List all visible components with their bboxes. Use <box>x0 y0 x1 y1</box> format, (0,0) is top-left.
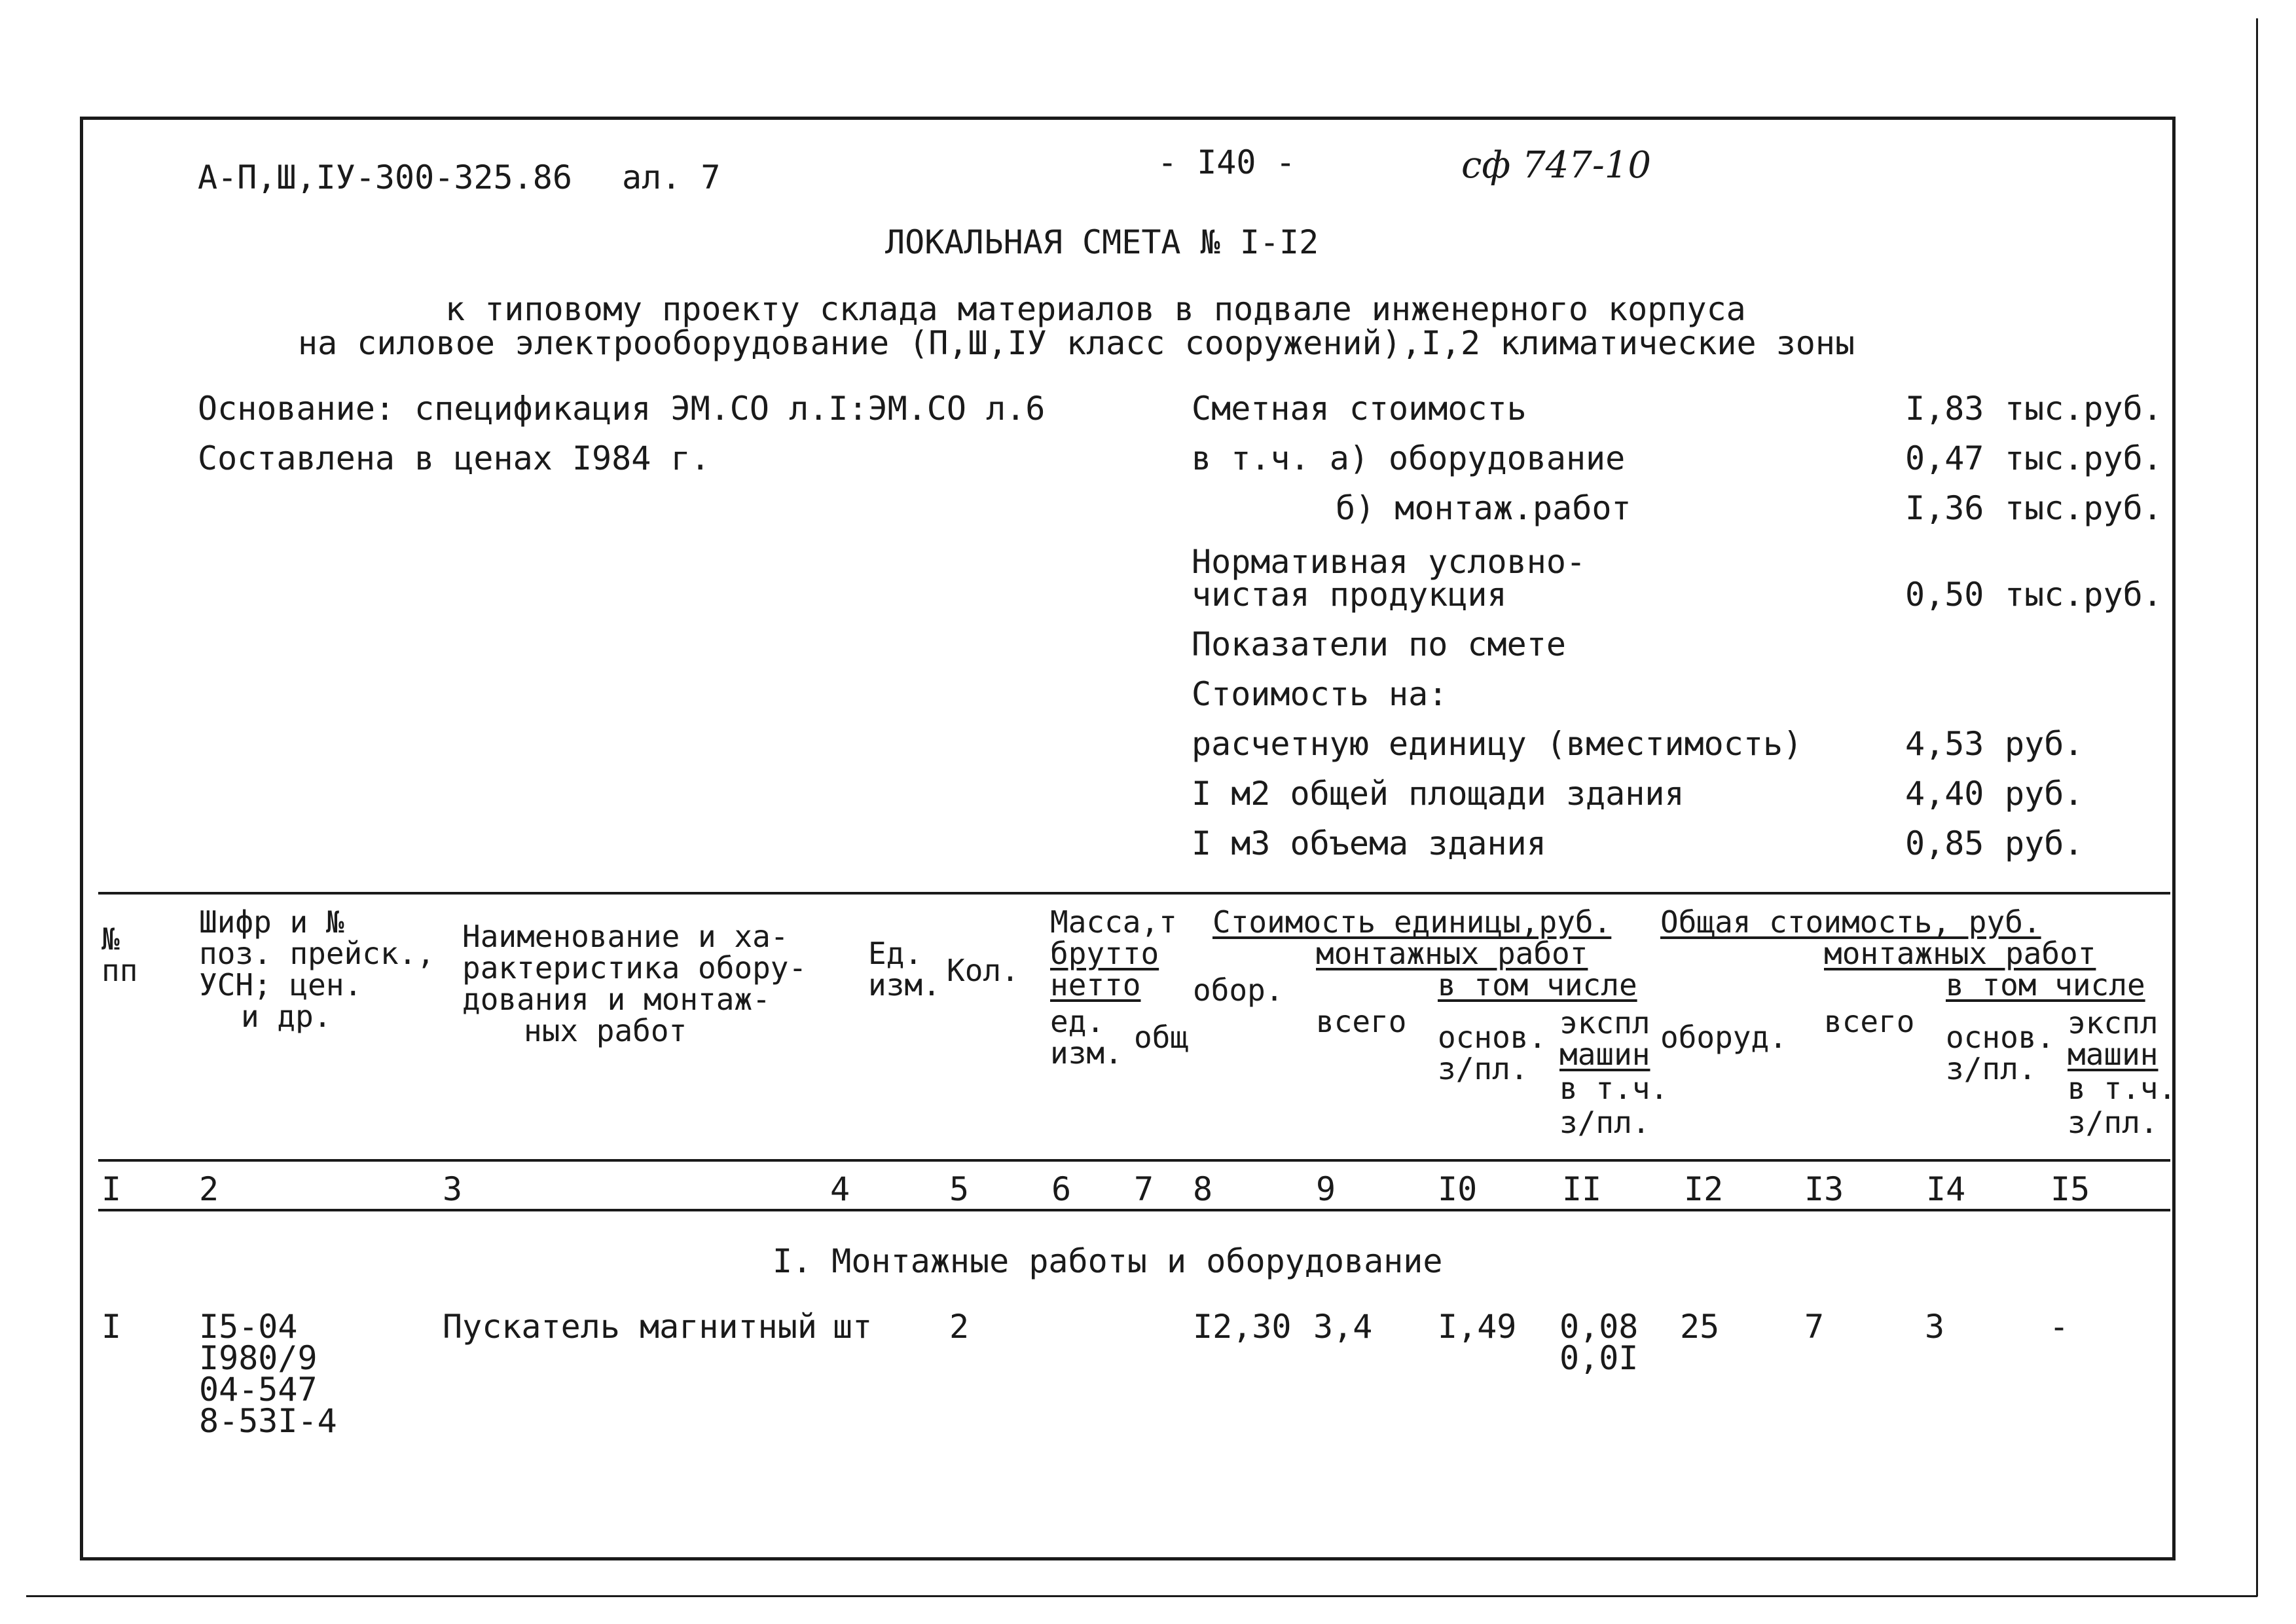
per-m3-unit: руб. <box>2005 824 2084 862</box>
per-m3-value: 0,85 <box>1905 824 1984 862</box>
installation-unit: тыс.руб. <box>2005 489 2162 527</box>
row-install-total: 3,4 <box>1313 1308 1373 1346</box>
column-number-15: I5 <box>2050 1170 2090 1208</box>
column-number-3: 3 <box>443 1170 463 1208</box>
normative-label-1: Нормативная условно- <box>1192 543 1586 581</box>
cost-for-label: Стоимость на: <box>1192 675 1448 713</box>
col2-header-line4: и др. <box>241 999 332 1034</box>
equipment-label: в т.ч. а) оборудование <box>1192 439 1626 477</box>
per-unit-unit: руб. <box>2005 725 2084 763</box>
per-m2-unit: руб. <box>2005 775 2084 813</box>
row-unit: шт <box>833 1308 873 1346</box>
handwritten-reference: сф 747-10 <box>1461 144 1652 187</box>
machines-header-line2: машин <box>1559 1037 1650 1072</box>
normative-value: 0,50 <box>1905 576 1984 614</box>
section-title: I. Монтажные работы и оборудование <box>773 1242 1443 1280</box>
row-name: Пускатель магнитный <box>443 1308 817 1346</box>
row-code-line3: 04-547 <box>199 1371 318 1409</box>
col1-header-line2: пп <box>101 953 138 988</box>
indicators-label: Показатели по смете <box>1192 625 1566 663</box>
machines-header-line3: в т.ч. <box>1559 1071 1669 1106</box>
col2-header-line1: Шифр и № <box>199 904 344 940</box>
row-machines-total: - <box>2049 1308 2069 1346</box>
in-that-header-2: в том числе <box>1946 967 2145 1003</box>
col2-header-line3: УСН; цен. <box>199 967 363 1003</box>
column-number-5: 5 <box>949 1170 970 1208</box>
page-number: - I40 - <box>1157 143 1296 181</box>
frame-right-border <box>2172 117 2176 1560</box>
row-code-line1: I5-04 <box>199 1308 298 1346</box>
column-number-14: I4 <box>1926 1170 1966 1208</box>
equipment-value: 0,47 <box>1905 439 1984 477</box>
mass-header: Масса,т <box>1050 904 1177 940</box>
frame-top-border <box>80 117 2174 120</box>
mass-unit-line2: изм. <box>1050 1035 1123 1071</box>
machines-2-header-line4: з/пл. <box>2068 1105 2159 1140</box>
column-number-2: 2 <box>199 1170 219 1208</box>
per-m2-value: 4,40 <box>1905 775 1984 813</box>
estimated-cost-value: I,83 <box>1905 390 1984 428</box>
basis-text: Основание: спецификация ЭМ.СО л.I:ЭМ.СО л.6 <box>198 390 1046 428</box>
row-equip-unit-cost: I2,30 <box>1193 1308 1292 1346</box>
row-qty: 2 <box>949 1308 970 1346</box>
machines-header-line4: з/пл. <box>1559 1105 1650 1140</box>
column-number-7: 7 <box>1134 1170 1154 1208</box>
prices-text: Составлена в ценах I984 г. <box>198 439 710 477</box>
machines-header-line1: экспл <box>1559 1005 1650 1041</box>
subtitle-line-1: к типовому проекту склада материалов в подвале инженерного корпуса <box>445 290 1746 328</box>
document-title: ЛОКАЛЬНАЯ СМЕТА № I-I2 <box>885 223 1319 261</box>
per-unit-label: расчетную единицу (вместимость) <box>1192 725 1803 763</box>
base-pay-2-header-line2: з/пл. <box>1946 1051 2037 1086</box>
sheet-right-edge <box>2256 18 2258 1596</box>
row-machines-line1: 0,08 <box>1559 1308 1639 1346</box>
in-that-header: в том числе <box>1438 967 1637 1003</box>
col5-header: Кол. <box>947 953 1019 988</box>
installation-label: б) монтаж.работ <box>1336 489 1631 527</box>
estimated-cost-unit: тыс.руб. <box>2005 390 2162 428</box>
machines-2-header-line2: машин <box>2068 1037 2159 1072</box>
machines-2-header-line1: экспл <box>2068 1005 2159 1041</box>
subtitle-line-2: на силовое электрооборудование (П,Ш,IУ класс сооружений),I,2 климатические зоны <box>298 324 1855 362</box>
row-base-pay: I,49 <box>1438 1308 1517 1346</box>
column-number-12: I2 <box>1684 1170 1724 1208</box>
install-works-header: монтажных работ <box>1316 936 1588 971</box>
row-machines-line2: 0,0I <box>1559 1339 1639 1377</box>
row-equip-total: 25 <box>1680 1308 1720 1346</box>
total-cost-header: Общая стоимость, руб. <box>1660 904 2041 940</box>
column-number-13: I3 <box>1804 1170 1844 1208</box>
column-number-9: 9 <box>1316 1170 1336 1208</box>
mass-total-header: общ <box>1134 1020 1189 1055</box>
column-number-6: 6 <box>1051 1170 1072 1208</box>
album-number: ал. 7 <box>622 158 721 196</box>
column-numbers-bottom-rule <box>98 1209 2170 1211</box>
install-works-header-2: монтажных работ <box>1824 936 2096 971</box>
col2-header-line2: поз. прейск., <box>199 936 435 971</box>
column-numbers-top-rule <box>98 1159 2170 1162</box>
frame-bottom-border <box>80 1557 2174 1560</box>
mass-unit-line1: ед. <box>1050 1004 1105 1039</box>
col3-header-line3: дования и монтаж- <box>462 982 771 1017</box>
per-unit-value: 4,53 <box>1905 725 1984 763</box>
brutto-header: брутто <box>1050 936 1159 971</box>
total-header: всего <box>1316 1004 1407 1039</box>
normative-unit: тыс.руб. <box>2005 576 2162 614</box>
base-pay-2-header-line1: основ. <box>1946 1020 2055 1055</box>
row-number: I <box>101 1308 122 1346</box>
column-number-4: 4 <box>830 1170 850 1208</box>
per-m2-label: I м2 общей площади здания <box>1192 775 1685 813</box>
estimated-cost-label: Сметная стоимость <box>1192 390 1527 428</box>
column-number-10: I0 <box>1438 1170 1478 1208</box>
unit-cost-header: Стоимость единицы,руб. <box>1212 904 1612 940</box>
document-code: А-П,Ш,IУ-300-325.86 <box>198 158 572 196</box>
col4-header-line1: Ед. <box>868 936 923 971</box>
frame-left-border <box>80 117 83 1560</box>
equipment-total-header: оборуд. <box>1660 1020 1787 1055</box>
col3-header-line4: ных работ <box>524 1013 687 1048</box>
column-number-8: 8 <box>1193 1170 1213 1208</box>
table-top-rule <box>98 892 2170 895</box>
column-number-11: II <box>1562 1170 1602 1208</box>
equipment-unit: тыс.руб. <box>2005 439 2162 477</box>
equip-header: обор. <box>1193 972 1284 1008</box>
base-pay-header-line1: основ. <box>1438 1020 1547 1055</box>
row-install-total-all: 7 <box>1804 1308 1825 1346</box>
row-code-line2: I980/9 <box>199 1339 318 1377</box>
installation-value: I,36 <box>1905 489 1984 527</box>
col3-header-line1: Наименование и ха- <box>462 919 789 954</box>
row-code-line4: 8-53I-4 <box>199 1402 337 1440</box>
col4-header-line2: изм. <box>868 967 941 1003</box>
col1-header-line1: № <box>101 921 120 957</box>
sheet-bottom-edge <box>26 1595 2257 1597</box>
total-header-2: всего <box>1824 1004 1915 1039</box>
netto-header: нетто <box>1050 967 1141 1003</box>
row-base-pay-total: 3 <box>1925 1308 1945 1346</box>
column-number-1: I <box>101 1170 122 1208</box>
per-m3-label: I м3 объема здания <box>1192 824 1546 862</box>
col3-header-line2: рактеристика обору- <box>462 950 807 986</box>
base-pay-header-line2: з/пл. <box>1438 1051 1529 1086</box>
normative-label-2: чистая продукция <box>1192 576 1507 614</box>
machines-2-header-line3: в т.ч. <box>2068 1071 2177 1106</box>
